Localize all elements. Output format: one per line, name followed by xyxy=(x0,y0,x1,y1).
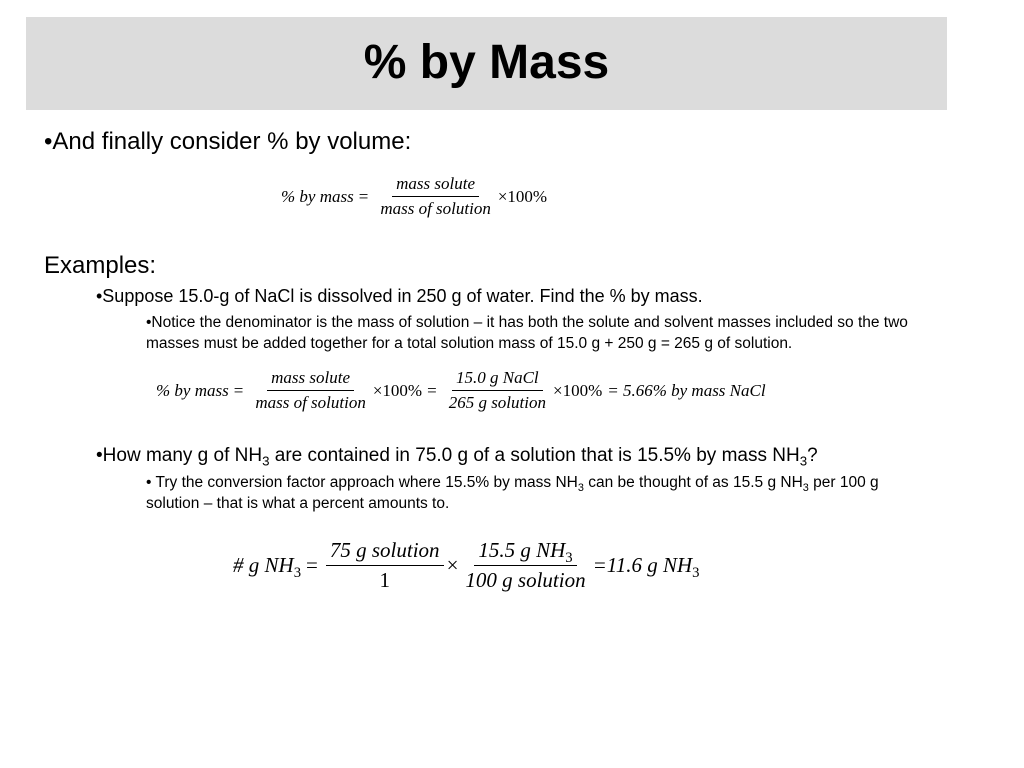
example2-question-pre: •How many g of NH xyxy=(96,445,263,466)
formula-lhs: % by mass xyxy=(281,186,354,206)
example2-note-line2: solution – that is what a percent amounts to. xyxy=(146,495,450,512)
eq2-fraction2 xyxy=(461,538,589,593)
eq2-times: × xyxy=(446,553,459,577)
formula-percent-by-mass xyxy=(281,174,547,219)
eq1-denominator2: 265 g solution xyxy=(448,393,546,412)
eq1-numerator2: 15.0 g NaCl xyxy=(452,368,543,391)
eq1-lhs: % by mass xyxy=(156,380,229,400)
example1-equation xyxy=(156,368,766,413)
example2-question-sub2: 3 xyxy=(799,453,808,469)
example2-question-end: ? xyxy=(807,445,818,466)
eq2-denominator2: 100 g solution xyxy=(465,568,586,592)
formula-fraction xyxy=(376,174,495,219)
eq1-equals: = xyxy=(233,380,244,400)
formula-equals: = xyxy=(358,186,369,206)
eq2-lhs xyxy=(233,553,302,582)
eq2-lhs-text: # g NH xyxy=(233,553,294,577)
eq2-result-sub: 3 xyxy=(692,565,700,582)
eq2-lhs-sub: 3 xyxy=(293,565,302,582)
example2-note-line1 xyxy=(146,472,879,493)
examples-heading: Examples: xyxy=(44,252,157,279)
eq1-fraction1 xyxy=(251,368,370,413)
example2-note-sub1: 3 xyxy=(577,481,584,494)
example2-equation xyxy=(233,538,699,593)
slide-title: % by Mass xyxy=(363,36,610,89)
eq1-fraction2 xyxy=(445,368,550,413)
eq2-result xyxy=(592,553,700,582)
formula-times-100: ×100% xyxy=(497,186,548,206)
eq1-times2: ×100% xyxy=(552,380,603,400)
eq2-denominator1: 1 xyxy=(379,568,390,592)
eq2-numerator2 xyxy=(474,538,576,566)
eq2-numerator2-sub: 3 xyxy=(565,550,573,567)
eq1-equals2: = xyxy=(427,380,437,400)
example2-note-end: per 100 g xyxy=(808,474,879,491)
example2-note-sub2: 3 xyxy=(802,481,809,494)
eq2-result-text: =11.6 g NH xyxy=(592,553,693,577)
intro-bullet: •And finally consider % by volume: xyxy=(44,128,412,155)
example2-note-pre: • Try the conversion factor approach where 15.5% by mass NH xyxy=(146,474,578,491)
eq2-numerator1: 75 g solution xyxy=(326,538,444,566)
eq1-denominator1: mass of solution xyxy=(255,393,366,412)
example2-question xyxy=(96,445,818,467)
eq2-fraction1 xyxy=(326,538,444,593)
formula-numerator: mass solute xyxy=(392,174,479,197)
example2-question-sub1: 3 xyxy=(262,453,270,469)
example1-question: •Suppose 15.0-g of NaCl is dissolved in 250 g of water. Find the % by mass. xyxy=(96,286,703,306)
example1-note-line1: •Notice the denominator is the mass of solution – it has both the solute and solvent masses included so the two xyxy=(146,314,908,331)
example2-note-mid: can be thought of as 15.5 g NH xyxy=(583,474,803,491)
eq1-result: = 5.66% by mass NaCl xyxy=(607,380,766,400)
eq1-numerator1: mass solute xyxy=(267,368,354,391)
example1-note-line2: masses must be added together for a total solution mass of 15.0 g + 250 g = 265 g of solution. xyxy=(146,335,793,352)
example2-question-mid: are contained in 75.0 g of a solution that is 15.5% by mass NH xyxy=(269,445,800,466)
eq1-times1: ×100% xyxy=(372,380,423,400)
formula-denominator: mass of solution xyxy=(380,199,491,218)
title-bar xyxy=(26,17,947,110)
eq2-equals: = xyxy=(306,553,318,577)
eq2-numerator2-text: 15.5 g NH xyxy=(478,538,566,562)
